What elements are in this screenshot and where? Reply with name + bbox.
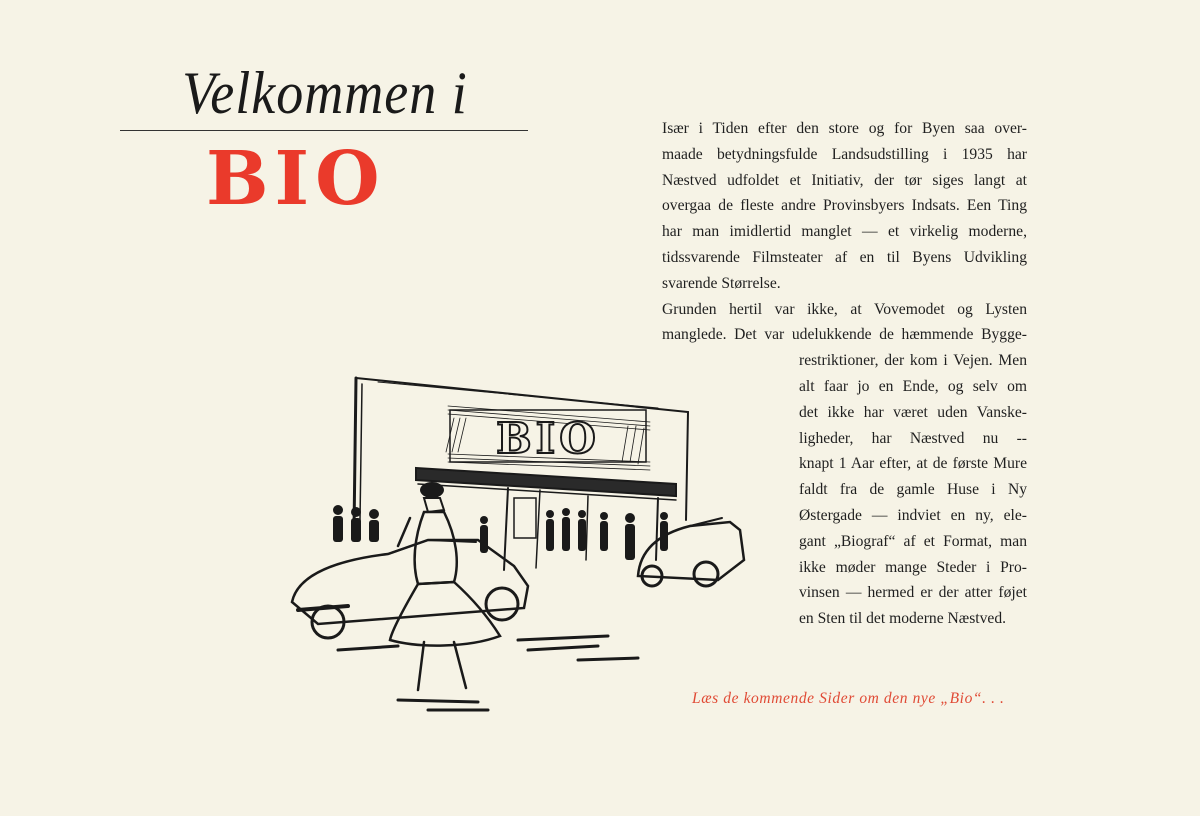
body-line: ikke møder mange Steder i Pro-	[799, 558, 1027, 576]
title-rule	[120, 130, 528, 131]
woman-figure	[390, 482, 500, 690]
sign-text: BIO	[496, 414, 600, 463]
body-line: knapt 1 Aar efter, at de første Mure	[799, 455, 1027, 473]
ground-shadows	[338, 636, 638, 710]
body-line: vinsen — hermed er der atter føjet	[799, 584, 1027, 602]
body-line: manglede. Det var udelukkende de hæmmende Bygge-	[662, 326, 1027, 344]
tagline: Læs de kommende Sider om den nye „Bio“. . .	[692, 690, 1005, 707]
headline-title: Velkommen i	[182, 59, 468, 127]
body-line: maade betydningsfulde Landsudstilling i 1935 har	[662, 145, 1027, 163]
body-line: alt faar jo en Ende, og selv om	[799, 377, 1027, 395]
body-line: ligheder, har Næstved nu --	[799, 429, 1027, 447]
body-line: tidssvarende Filmsteater af en til Byens Udvikling	[662, 248, 1027, 266]
body-line: Grunden hertil var ikke, at Vovemodet og Lysten	[662, 300, 1027, 318]
brand-logo-text: BIO	[206, 136, 386, 222]
body-line: en Sten til det moderne Næstved.	[799, 610, 1007, 628]
body-line: faldt fra de gamle Huse i Ny	[799, 481, 1027, 499]
body-line: Især i Tiden efter den store og for Byen saa over-	[662, 120, 1027, 137]
body-line: Østergade — indviet en ny, ele-	[799, 506, 1027, 524]
body-line: restriktioner, der kom i Vejen. Men	[799, 352, 1027, 370]
body-line: Næstved udfoldet et Initiativ, der tør siges langt at	[662, 171, 1027, 189]
body-line: overgaa de fleste andre Provinsbyers Indsats. Een Ting	[662, 197, 1027, 215]
crowd	[333, 505, 668, 560]
body-line: har man imidlertid manglet — et virkelig moderne,	[662, 223, 1027, 241]
body-line: det ikke har været uden Vanske-	[799, 403, 1027, 421]
body-line: gant „Biograf“ af et Format, man	[799, 532, 1027, 550]
car-right	[638, 518, 744, 586]
body-line: svarende Størrelse.	[662, 274, 781, 292]
cinema-illustration	[278, 370, 748, 720]
